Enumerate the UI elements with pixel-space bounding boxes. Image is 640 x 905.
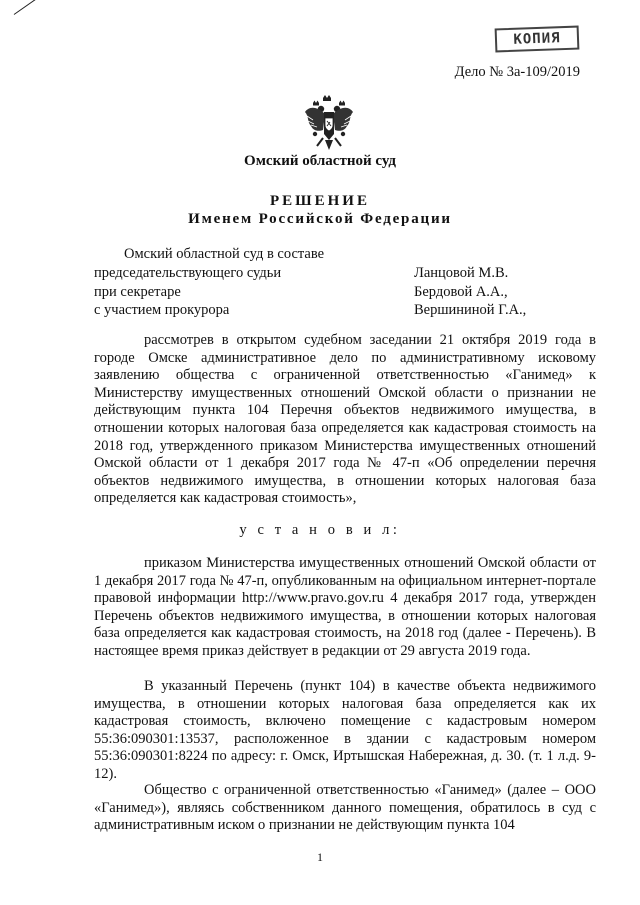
page-number: 1 xyxy=(317,850,323,864)
body-paragraph: Общество с ограниченной ответственностью «Ганимед» (далее – ООО «Ганимед»), являясь собственником данного помещения, обратилось в суд с административным иском о признании не действующим пункта 104 xyxy=(94,782,596,834)
composition-name: Ланцовой М.В. xyxy=(414,265,509,281)
composition-role: при секретаре xyxy=(94,284,181,300)
coat-of-arms-icon xyxy=(303,94,355,152)
document-subtitle: Именем Российской Федерации xyxy=(188,211,452,227)
case-number: Дело № 3а-109/2019 xyxy=(454,64,580,80)
document-title: РЕШЕНИЕ xyxy=(270,193,370,209)
court-name: Омский областной суд xyxy=(244,153,396,169)
composition-intro: Омский областной суд в составе xyxy=(124,246,325,262)
composition-name: Бердовой А.А., xyxy=(414,284,508,300)
body-paragraph: В указанный Перечень (пункт 104) в качестве объекта недвижимого имущества, в отношении которых налоговая база определяется как их кадастровая стоимость, включено помещение с кадастровым номером 55:36:090301:13537, расположенное в здании с кадастровым номером 55:36:090301:8224 по адресу: г. Омск, Иртышская Набережная, д. 30. (т. 1 л.д. 9-12). xyxy=(94,678,596,782)
composition-role: с участием прокурора xyxy=(94,302,230,318)
composition-role: председательствующего судьи xyxy=(94,265,282,281)
body-paragraph: приказом Министерства имущественных отношений Омской области от 1 декабря 2017 года № 47-п, опубликованным на официальном интернет-портале правовой информации http://www.pravo.gov.ru 4 декабря 2017 года, утвержден Перечень объектов недвижимого имущества, в отношении которых налоговая база определяется как кадастровая стоимость, на 2018 год (далее - Перечень). В настоящее время приказ действует в редакции от 29 августа 2019 года. xyxy=(94,555,596,659)
considered-paragraph: рассмотрев в открытом судебном заседании 21 октября 2019 года в городе Омске административное дело по административному исковому заявлению общества с ограниченной ответственностью «Ганимед» к Министерству имущественных отношений Омской области о признании не действующим пункта 104 Перечня объектов недвижимого имущества, в отношении которых налоговая база определяется как кадастровая стоимость на 2018 год, утвержденного приказом Министерства имущественных отношений Омской области от 1 декабря 2017 года № 47-п «Об определении перечня объектов недвижимого имущества, в отношении которых налоговая база определяется как кадастровая стоимость», xyxy=(94,332,596,507)
copy-stamp xyxy=(495,26,580,53)
copy-stamp-text: КОПИЯ xyxy=(513,30,561,48)
handwritten-mark xyxy=(14,0,44,15)
established-heading: у с т а н о в и л: xyxy=(239,522,401,538)
composition-name: Вершининой Г.А., xyxy=(414,302,527,318)
